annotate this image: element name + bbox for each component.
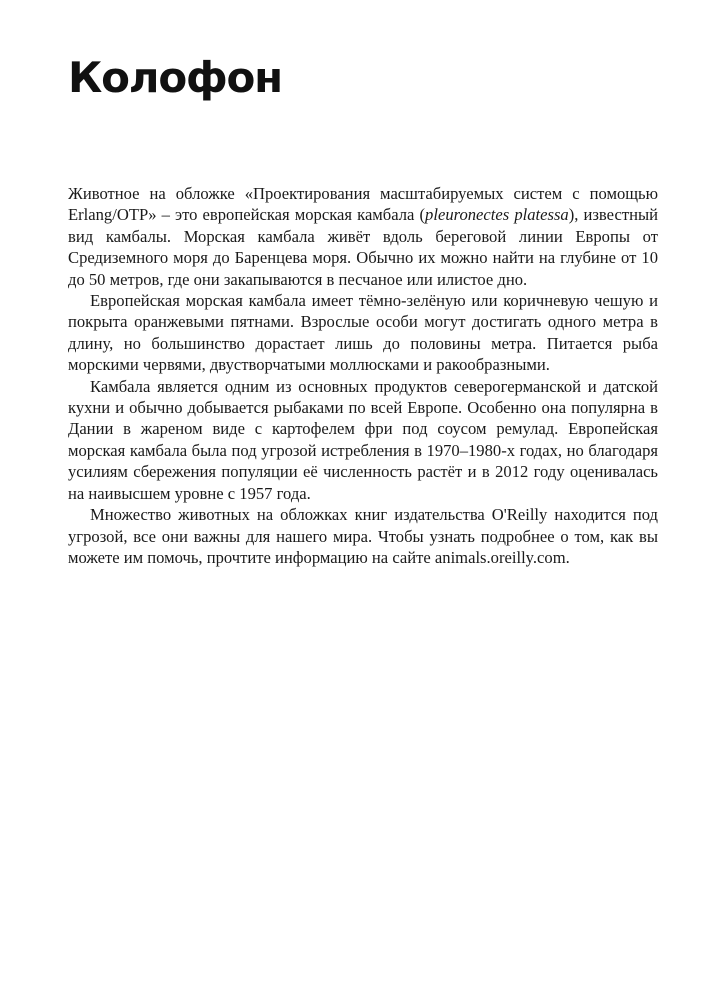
paragraph-appearance: Европейская морская камбала имеет тёмно-зелёную или коричневую чешую и покрыта оранжевыми пятнами. Взрослые особи могут достигать одного метра в длину, но большинство дорастает лишь до половины метра. Питается рыба морскими червями, двустворчатыми моллюсками и ракообразными. — [68, 291, 658, 375]
paragraph-text: ), известный вид камбалы. Морская камбала живёт вдоль береговой линии Европы от Средиземного моря до Баренцева моря. Обычно их можно найти на глубине от 10 до 50 метров, где они закапываются в песчаное или илистое дно. — [68, 205, 658, 289]
latin-species-name: pleuronectes platessa — [425, 205, 569, 225]
page-title: Колофон — [68, 53, 282, 102]
colophon-body — [68, 183, 658, 568]
paragraph-endangered-animals: Множество животных на обложках книг издательства O'Reilly находится под угрозой, все они важны для нашего мира. Чтобы узнать подробнее о том, как вы можете им помочь, прочтите информацию на сайте animals.oreilly.com. — [68, 505, 658, 567]
paragraph-cover-animal — [68, 183, 658, 290]
paragraph-text: Животное на обложке «Проектирования масштабируемых систем с помощью Erlang/OTP» – это европейская морская камбала ( — [68, 184, 658, 225]
paragraph-cuisine: Камбала является одним из основных продуктов северогерманской и датской кухни и обычно добывается рыбаками по всей Европе. Особенно она популярна в Дании в жареном виде с картофелем фри под соусом ремулад. Европейская морская камбала была под угрозой истребления в 1970–1980-х годах, но благодаря усилиям сбережения популяции её численность растёт и в 2012 году оценивалась на наивысшем уровне с 1957 года. — [68, 376, 658, 503]
